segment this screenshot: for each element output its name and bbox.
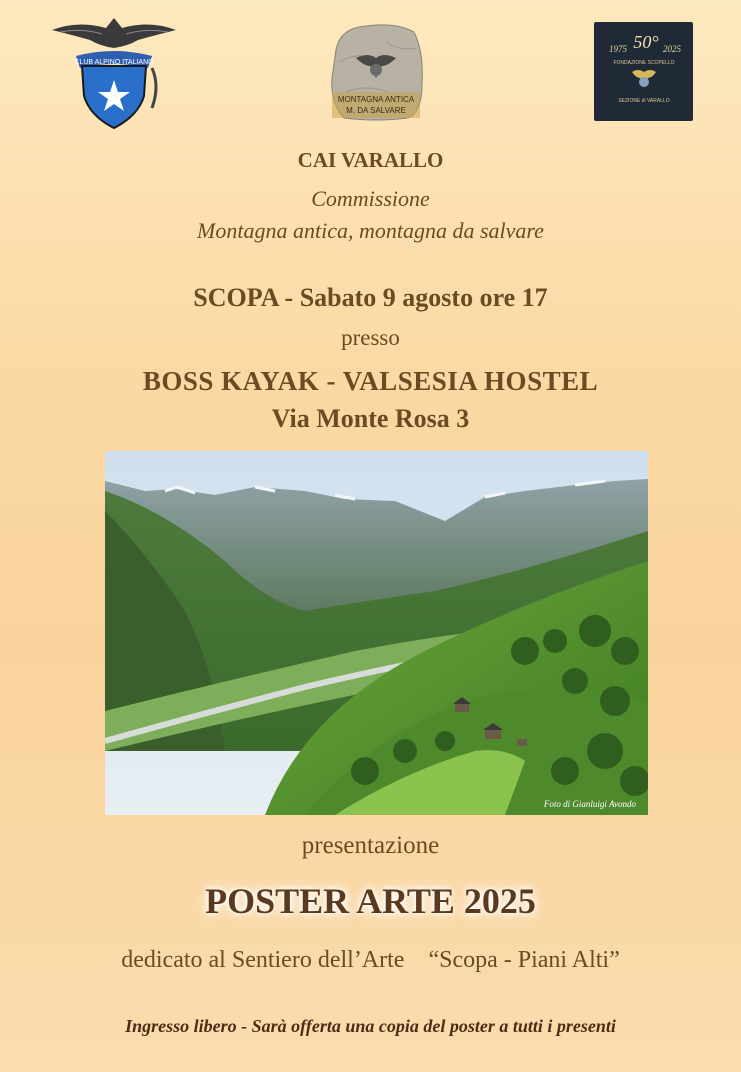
venue-name: BOSS KAYAK - VALSESIA HOSTEL xyxy=(142,366,599,396)
montagna-antica-plaque-logo xyxy=(326,22,426,122)
anniversary-number: 50° xyxy=(633,32,659,52)
org-title: CAI VARALLO xyxy=(297,148,444,172)
anniversary-arc-text: FONDAZIONE SCOPELLO xyxy=(613,60,675,66)
dedication-text: dedicato al Sentiero dell’Arte “Scopa - Piani Alti” xyxy=(121,947,620,973)
commission-label: Commissione xyxy=(311,186,430,211)
presso-label: presso xyxy=(341,325,400,350)
commission-name: Montagna antica, montagna da salvare xyxy=(197,218,544,243)
plaque-text-2: M. DA SALVARE xyxy=(346,106,406,115)
anniversary-50-logo xyxy=(594,22,693,121)
venue-address: Via Monte Rosa 3 xyxy=(271,404,470,433)
cai-logo xyxy=(48,16,180,132)
footer-note: Ingresso libero - Sarà offerta una copia del poster a tutti i presenti xyxy=(125,1016,616,1036)
anniversary-year-right: 2025 xyxy=(663,44,681,54)
event-date-time: SCOPA - Sabato 9 agosto ore 17 xyxy=(193,283,548,312)
valley-landscape-photo xyxy=(105,451,648,815)
cai-ribbon-text: CLUB ALPINO ITALIANO xyxy=(74,59,154,66)
plaque-text-1: MONTAGNA ANTICA xyxy=(337,95,415,104)
poster-title: POSTER ARTE 2025 xyxy=(205,881,536,921)
anniversary-year-left: 1975 xyxy=(609,44,627,54)
presentation-label: presentazione xyxy=(301,832,440,859)
anniversary-bottom-text: SEZIONE di VARALLO xyxy=(618,98,670,104)
photo-credit: Foto di Gianluigi Avondo xyxy=(543,799,636,809)
